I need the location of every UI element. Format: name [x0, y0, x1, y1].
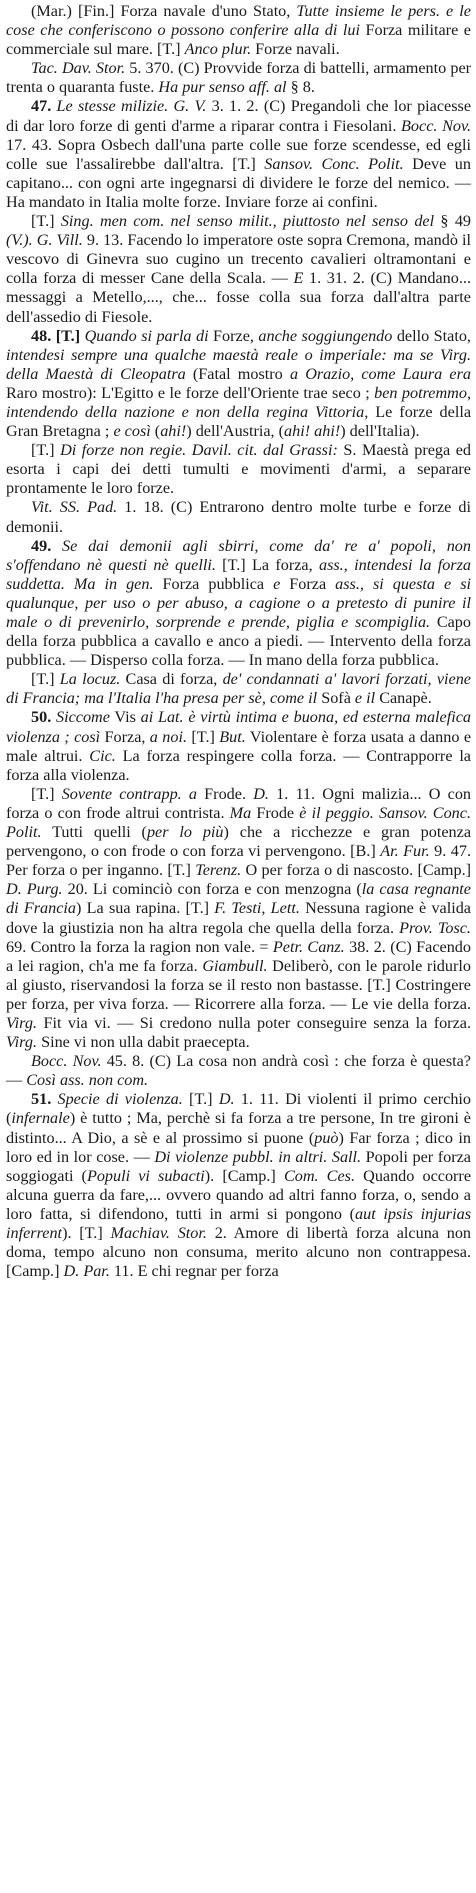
italic-text: Ha pur senso aff. al: [158, 78, 287, 97]
text-segment: 17. 43. Sopra Osbech dall'una parte colle sue forze scendesse, ed egli colle sue l'assalirebbe dall'altra. [T.]: [6, 135, 471, 173]
italic-text: intendesi sempre una qualche maestà reale o imperiale: ma se Virg. della Maestà di Cleopatra: [6, 345, 471, 383]
italic-text: è il peggio. Sansov. Conc. Polit.: [6, 803, 471, 842]
text-segment: [T.]: [31, 784, 62, 803]
italic-text: e il: [354, 689, 376, 708]
text-segment: Violentare è forza usata a danno e male altrui.: [6, 727, 472, 765]
text-segment: 1. 11. Ogni malizia... O con forza o con frode altrui contrista.: [6, 784, 472, 822]
text-segment: Frode.: [197, 784, 254, 803]
italic-text: de' condannati a' lavori forzati, viene di Francia; ma l'Italia l'ha presa per sè, come il: [6, 670, 471, 708]
italic-text: Petr. Canz.: [272, 937, 345, 956]
text-segment: Tutti quelli (: [41, 823, 147, 842]
text-segment: (: [150, 422, 161, 441]
italic-text: D. Par.: [63, 1262, 110, 1281]
italic-text: ahi!: [160, 422, 187, 441]
italic-text: ass., intendesi la forza suddetta. Ma in gen.: [6, 555, 472, 593]
text-segment: ) La sua rapina. [T.]: [76, 899, 215, 918]
section-number: 48. [T.]: [31, 326, 85, 345]
text-segment: Fit via vi. — Si credono nulla poter conseguire senza la forza.: [37, 1013, 471, 1032]
italic-text: E: [293, 269, 304, 288]
italic-text: (V.). G. Vill.: [6, 231, 83, 250]
italic-text: aut ipsis injurias inferrent: [6, 1204, 471, 1242]
entry-paragraph: [6, 327, 471, 442]
entry-paragraph: [6, 498, 471, 536]
italic-text: Le stesse milizie. G. V.: [56, 97, 207, 116]
italic-text: Tac. Dav. Stor.: [31, 59, 126, 78]
text-segment: 11. E chi regnar per forza: [109, 1262, 279, 1281]
italic-text: F. Testi, Lett.: [214, 899, 300, 918]
text-segment: Forza pubblica: [153, 574, 274, 593]
italic-text: Vit. SS. Pad.: [31, 498, 118, 517]
text-segment: (Fatal mostro: [185, 364, 290, 383]
italic-text: Ma: [229, 803, 252, 822]
text-segment: ) Far forza ; dico in loro ed in lor cose. —: [6, 1128, 472, 1166]
italic-text: ass., si questa e si qualunque, per uso o per abuso, a cagione o a pretesto di punire il male o di prevenirlo, sorprende e prende, piglia e scompiglia.: [6, 574, 471, 631]
entry-paragraph: [6, 1052, 471, 1090]
section-number: 50.: [31, 708, 56, 727]
text-segment: § 49: [434, 212, 472, 231]
text-segment: 45. 8. (C) La cosa non andrà così : che forza è questa? —: [6, 1052, 471, 1090]
text-segment: 1. 18. (C) Entrarono dentro molte turbe e forze di demonii.: [6, 498, 471, 536]
italic-text: anche soggiungendo: [258, 326, 393, 345]
italic-text: Populi vi subacti: [86, 1166, 205, 1185]
text-segment: Sofà: [317, 689, 355, 708]
italic-text: Sing. men com. nel senso milit., piuttosto nel senso del: [60, 212, 435, 231]
italic-text: Ar. Fur.: [380, 842, 430, 861]
italic-text: Prov. Tosc.: [399, 918, 471, 937]
italic-text: Machiav. Stor.: [110, 1224, 207, 1242]
entry-paragraph: [6, 670, 471, 708]
entry-paragraph: [6, 2, 471, 59]
text-segment: 9. 13. Facendo lo imperatore oste sopra Cremona, mandò il vescovo di Ginevra suo cugino un trecento cavalieri oltramontani e colla forza di messer Cane della Scala. —: [6, 231, 471, 288]
text-segment: (Mar.) [Fin.] Forza navale d'uno Stato,: [31, 2, 297, 20]
text-segment: ). [Camp.]: [204, 1166, 284, 1185]
text-segment: [T.]: [187, 727, 220, 746]
italic-text: D.: [218, 1090, 235, 1109]
text-segment: La forza respingere colla forza. — Contrapporre la forza alla violenza.: [6, 746, 471, 784]
section-number: 51.: [31, 1090, 58, 1109]
text-segment: 38. 2. (C) Facendo a lei ragion, ch'a me fa forza.: [6, 937, 471, 975]
text-segment: Canapè.: [375, 689, 432, 708]
entry-paragraph: [6, 1090, 471, 1281]
italic-text: Bocc. Nov.: [401, 116, 471, 135]
text-segment: ) dell'Italia).: [340, 422, 420, 441]
text-segment: Forze navali.: [251, 40, 340, 59]
text-segment: Vis: [109, 708, 141, 727]
text-segment: Quando occorre alcuna guerra da fare,... ovvero quando ad altri fanno forza, o, sendo a loro fatta, si difendono, tutti in armi si pongono (: [6, 1166, 472, 1223]
italic-text: ahi! ahi!: [284, 422, 341, 441]
italic-text: Anco plur.: [184, 40, 252, 59]
text-segment: Forza,: [100, 727, 150, 746]
text-segment: [T.]: [182, 1090, 219, 1109]
italic-text: a Orazio, come Laura era: [289, 364, 471, 383]
entry-paragraph: [6, 59, 471, 97]
italic-text: D. Purg.: [6, 880, 63, 899]
italic-text: Sansov. Conc. Polit.: [264, 154, 404, 173]
text-segment: Forze,: [208, 326, 259, 345]
italic-text: Specie di violenza.: [57, 1090, 183, 1109]
text-segment: Sine vi non ulla dabit praecepta.: [37, 1033, 250, 1052]
entry-paragraph: [6, 212, 471, 327]
italic-text: Virg.: [6, 1013, 38, 1032]
text-segment: Raro mostro): L'Egitto e le forze dell'Oriente trae seco ;: [6, 383, 375, 402]
italic-text: La locuz.: [59, 670, 121, 689]
italic-text: può: [314, 1128, 339, 1147]
italic-text: D.: [253, 784, 269, 803]
text-segment: Forza militare e commerciale sul mare. [T.]: [6, 21, 471, 59]
italic-text: But.: [219, 727, 246, 746]
text-segment: ) che a ricchezze e gran potenza pervengono, o con frode o con forza vi pervengono. [B.]: [6, 823, 472, 861]
text-segment: Forza: [280, 574, 336, 593]
text-segment: ) è tutto ; Ma, perchè si fa forza a tre persone, In tre gironi è distinto... A Dio, a sè e al prossimo si puone (: [6, 1109, 471, 1147]
entry-paragraph: [6, 97, 471, 212]
italic-text: Così ass. non com.: [26, 1071, 149, 1090]
text-segment: [T.]: [31, 441, 61, 460]
text-segment: Popoli per forza soggiogati (: [6, 1147, 471, 1185]
text-segment: Nessuna ragione è valida dove la giustizia non ha altra regola che quella della forza.: [6, 899, 471, 937]
text-segment: ). [T.]: [62, 1224, 111, 1242]
text-segment: O per forza o di nascosto. [Camp.]: [241, 861, 472, 880]
text-segment: S. Maestà prega ed esorta i capi dei detti tumulti e movimenti d'armi, a separare prontamente le loro forze.: [6, 441, 471, 498]
entry-paragraph: [6, 785, 471, 1052]
italic-text: Siccome: [55, 708, 110, 727]
text-segment: [T.] La forza,: [215, 555, 319, 574]
italic-text: Quando si parla di: [84, 326, 209, 345]
text-segment: Casa di forza,: [120, 670, 223, 689]
section-number: 49.: [31, 536, 63, 555]
italic-text: Se dai demonii agli sbirri, come da' re a' popoli, non s'offendano nè questi nè quelli.: [6, 536, 471, 574]
entry-paragraph: [6, 537, 471, 671]
italic-text: Virg.: [6, 1033, 38, 1052]
text-segment: 9. 47. Per forza o per inganno. [T.]: [6, 842, 471, 880]
italic-text: per lo più: [146, 823, 224, 842]
section-number: 47.: [31, 97, 57, 116]
text-segment: Deliberò, con le parole ridurlo al giusto, riservandosi la forza se il resto non bastasse. [T.] Costringere per forza, per viva forza. — Ricorrere alla forza. — Le vie della forza.: [6, 956, 471, 1013]
text-segment: 1. 11. Di violenti il primo cerchio (: [6, 1090, 472, 1128]
text-segment: Frode: [251, 803, 300, 822]
italic-text: Sovente contrapp. a: [61, 784, 197, 803]
text-segment: Deve un capitano... con ogni arte ingegnarsi di dividere le forze del nemico. — Ha mandato in Italia molte forze. Inviare forze ai confini.: [6, 154, 471, 211]
text-segment: [T.]: [31, 212, 61, 231]
text-segment: 5. 370. (C) Provvide forza di battelli, armamento per trenta o quaranta fuste.: [6, 59, 472, 97]
italic-text: Com. Ces.: [283, 1166, 356, 1185]
text-segment: 1. 31. 2. (C) Mandano... messaggi a Metello,..., che... fosse colla sua forza dall'altra parte dell'assedio di Fiesole.: [6, 269, 471, 326]
text-segment: 20. Li cominciò con forza e con menzogna (: [62, 880, 362, 899]
text-segment: 2. Amore di libertà forza alcuna non doma, tempo alcuno non consuma, merito alcuno non contrappesa. [Camp.]: [6, 1224, 472, 1281]
italic-text: a noi.: [149, 727, 187, 746]
italic-text: Di forze non regie. Davil. cit. dal Grassi:: [60, 441, 338, 460]
italic-text: Tutte insieme le pers. e le cose che conferiscono o possono conferire alla di lui: [6, 2, 471, 40]
italic-text: Di violenze pubbl. in altri. Sall.: [154, 1147, 362, 1166]
italic-text: Bocc. Nov.: [31, 1052, 102, 1071]
italic-text: Terenz.: [195, 861, 242, 880]
italic-text: e: [273, 574, 281, 593]
italic-text: Giambull.: [202, 956, 268, 975]
italic-text: la casa regnante di Francia: [6, 880, 471, 918]
italic-text: ai Lat. è virtù intima e buona, ed esterna malefica violenza ; così: [6, 708, 472, 746]
text-segment: 3. 1. 2. (C) Pregandoli che lor piacesse di dar loro forze di genti d'arme a riparar contra i Fiesolani.: [6, 97, 472, 135]
italic-text: Cic.: [89, 746, 116, 765]
italic-text: ben potremmo, intendendo della nazione e non della regina Vittoria,: [6, 383, 471, 421]
text-segment: § 8.: [286, 78, 315, 97]
text-segment: dello Stato,: [392, 326, 471, 345]
entry-paragraph: [6, 441, 471, 498]
text-segment: [T.]: [31, 670, 60, 689]
italic-text: e così: [113, 422, 151, 441]
text-segment: Le forze della Gran Bretagna ;: [6, 402, 471, 441]
text-segment: ) dell'Austria, (: [186, 422, 285, 441]
text-segment: Capo della forza pubblica a cavallo e anco a piedi. — Intervento della forza pubblica. — Disperso colla forza. — In mano della forza pubblica.: [6, 613, 471, 670]
entry-paragraph: [6, 708, 471, 784]
italic-text: infernale: [11, 1109, 70, 1128]
text-segment: 69. Contro la forza la ragion non vale. =: [6, 937, 273, 956]
